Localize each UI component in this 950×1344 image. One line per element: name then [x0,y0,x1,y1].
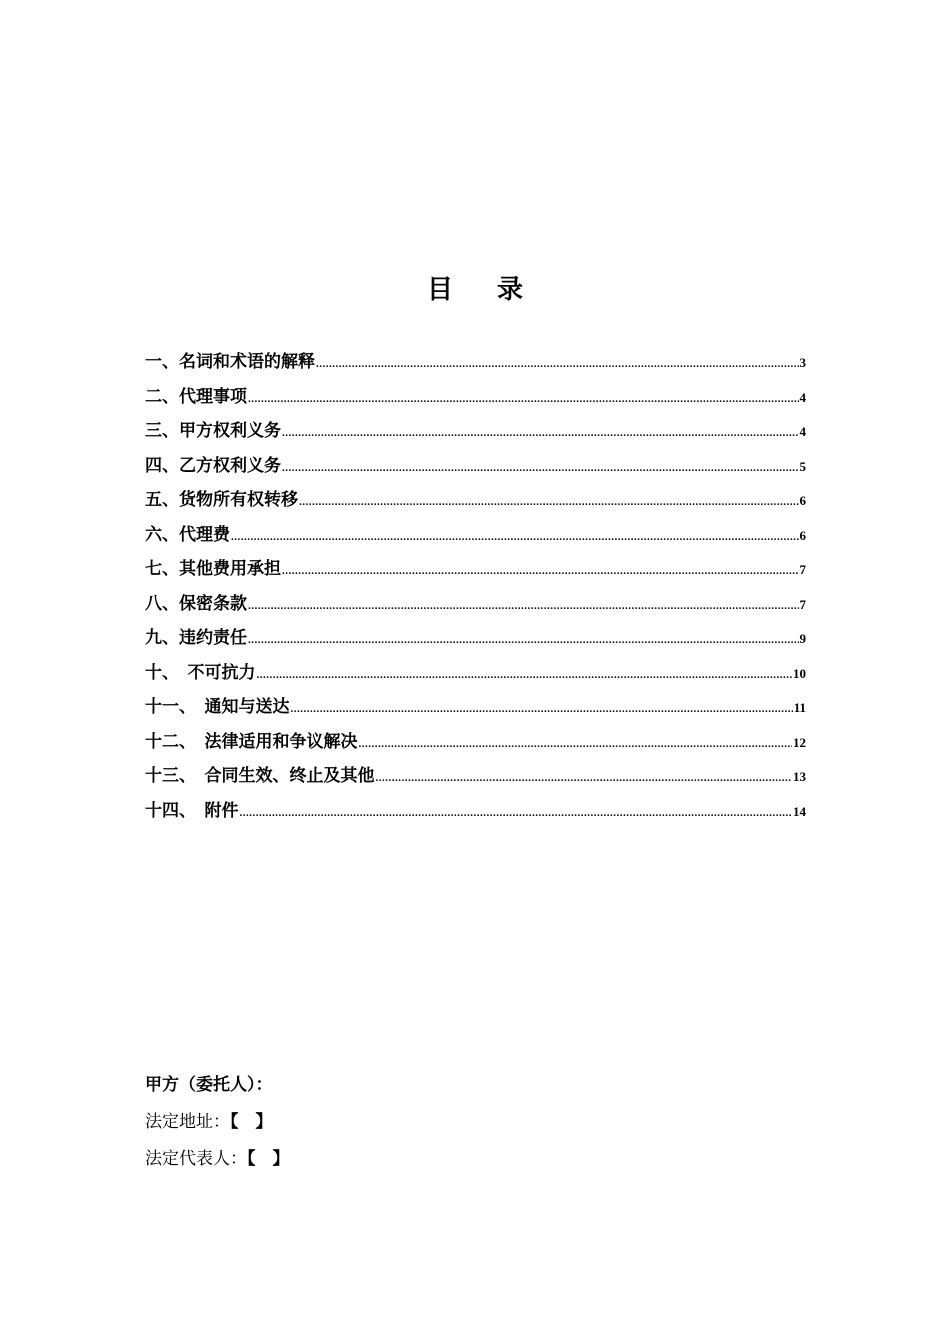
toc-leader-dots [316,349,799,379]
toc-entry-page: 9 [799,631,806,646]
address-label: 法定地址： [145,1112,230,1131]
toc-entry-number: 十四、 [145,800,205,820]
toc-entry-page: 13 [793,769,806,784]
toc-entry-number: 七、 [145,559,179,578]
toc-entry[interactable] [145,485,806,520]
toc-entry-number: 八、 [145,593,179,613]
toc-entry-page: 7 [799,562,806,577]
toc-entry-page: 4 [799,424,806,439]
toc-leader-dots [248,384,799,414]
toc-entry-number: 六、 [145,524,179,544]
toc-entry[interactable] [145,727,806,762]
toc-entry-number: 九、 [145,628,179,647]
toc-entry-title: 乙方权利义务 [179,455,281,475]
toc-entry-page: 4 [799,389,806,405]
toc-entry-page: 6 [799,527,806,543]
toc-entry-title: 不可抗力 [187,662,256,682]
toc-entry[interactable] [145,589,806,624]
toc-entry-number: 四、 [145,455,179,475]
toc-leader-dots [231,522,799,552]
toc-entry-title: 代理费 [179,524,230,544]
toc-entry-number: 五、 [145,490,179,509]
toc-title-char-1: 目 [426,275,453,304]
toc-title-char-2: 录 [497,275,524,304]
toc-entry[interactable] [145,658,806,693]
toc-leader-dots [257,660,793,690]
toc-entry-page: 3 [799,355,806,370]
toc-entry-title: 违约责任 [179,628,247,647]
toc-entry-page: 12 [793,734,806,750]
toc-leader-dots [248,591,799,621]
toc-entry[interactable] [145,554,806,589]
representative-label: 法定代表人： [145,1149,247,1168]
toc-leader-dots [282,418,799,448]
toc-leader-dots [282,453,799,483]
toc-entry[interactable] [145,416,806,451]
toc-leader-dots [299,487,799,517]
party-a-representative [145,1140,290,1177]
toc-entry-number: 三、 [145,421,179,440]
toc-entry-number: 二、 [145,386,179,406]
toc-leader-dots [376,763,793,793]
toc-entry-number: 十二、 [145,731,205,751]
table-of-contents [145,347,806,830]
toc-entry-title: 合同生效、终止及其他 [204,766,375,785]
party-a-heading: 甲方（委托人）： [145,1075,273,1094]
toc-entry-number: 一、 [145,352,179,371]
toc-entry[interactable] [145,761,806,796]
toc-entry[interactable] [145,451,806,486]
toc-entry-title: 附件 [204,800,239,820]
toc-leader-dots [248,625,799,655]
toc-entry-title: 法律适用和争议解决 [204,731,358,751]
representative-value: 【 】 [247,1149,290,1168]
toc-entry[interactable] [145,520,806,555]
toc-entry-page: 6 [799,493,806,508]
toc-entry[interactable] [145,382,806,417]
party-a-block [145,1066,290,1177]
toc-entry-page: 7 [799,596,806,612]
toc-entry-number: 十三、 [145,766,205,785]
toc-leader-dots [359,729,793,759]
toc-entry-title: 代理事项 [179,386,247,406]
toc-entry[interactable] [145,347,806,382]
toc-entry[interactable] [145,623,806,658]
toc-entry-title: 保密条款 [179,593,247,613]
toc-entry-title: 名词和术语的解释 [179,352,315,371]
toc-entry-title: 甲方权利义务 [179,421,281,440]
toc-leader-dots [240,798,793,828]
toc-leader-dots [291,694,793,724]
address-value: 【 】 [230,1112,273,1131]
toc-entry-page: 10 [793,665,806,681]
toc-entry-title: 货物所有权转移 [179,490,298,509]
toc-entry-page: 11 [793,700,806,715]
toc-title [0,270,950,310]
toc-leader-dots [282,556,799,586]
party-a-address [145,1103,290,1140]
toc-entry-title: 通知与送达 [204,697,290,716]
toc-entry-page: 5 [799,458,806,474]
toc-entry-number: 十、 [145,662,188,682]
toc-entry-page: 14 [793,803,806,819]
toc-entry-title: 其他费用承担 [179,559,281,578]
toc-entry-number: 十一、 [145,697,205,716]
toc-entry[interactable] [145,796,806,831]
toc-entry[interactable] [145,692,806,727]
